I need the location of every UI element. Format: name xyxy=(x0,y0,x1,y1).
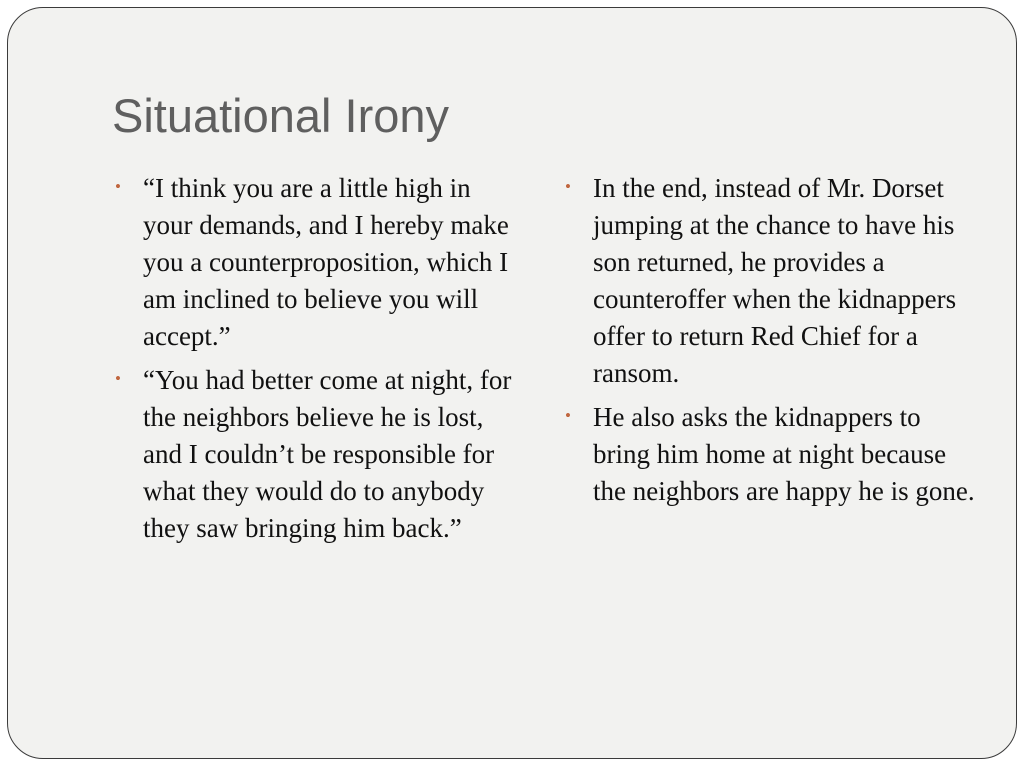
bullet-text: In the end, instead of Mr. Dorset jumping at the chance to have his son returned, he provides a counteroffer when the kidnappers offer to return Red Chief for a ransom. xyxy=(593,173,957,388)
left-column xyxy=(112,170,522,554)
bullet-item xyxy=(562,170,982,392)
slide-title: Situational Irony xyxy=(112,89,450,142)
bullet-item xyxy=(112,170,522,355)
bullet-dot-icon: • xyxy=(115,177,121,196)
bullet-dot-icon: • xyxy=(565,177,571,196)
bullet-item xyxy=(562,399,982,510)
bullet-text: He also asks the kidnappers to bring him home at night because the neighbors are happy he is gone. xyxy=(593,402,975,506)
bullet-dot-icon: • xyxy=(115,369,121,388)
bullet-item xyxy=(112,362,522,547)
bullet-text: “I think you are a little high in your demands, and I hereby make you a counterproposition, which I am inclined to believe you will accept.” xyxy=(143,173,509,351)
bullet-dot-icon: • xyxy=(565,406,571,425)
bullet-text: “You had better come at night, for the neighbors believe he is lost, and I couldn’t be responsible for what they would do to anybody they saw bringing him back.” xyxy=(143,365,512,543)
right-column xyxy=(562,170,982,517)
